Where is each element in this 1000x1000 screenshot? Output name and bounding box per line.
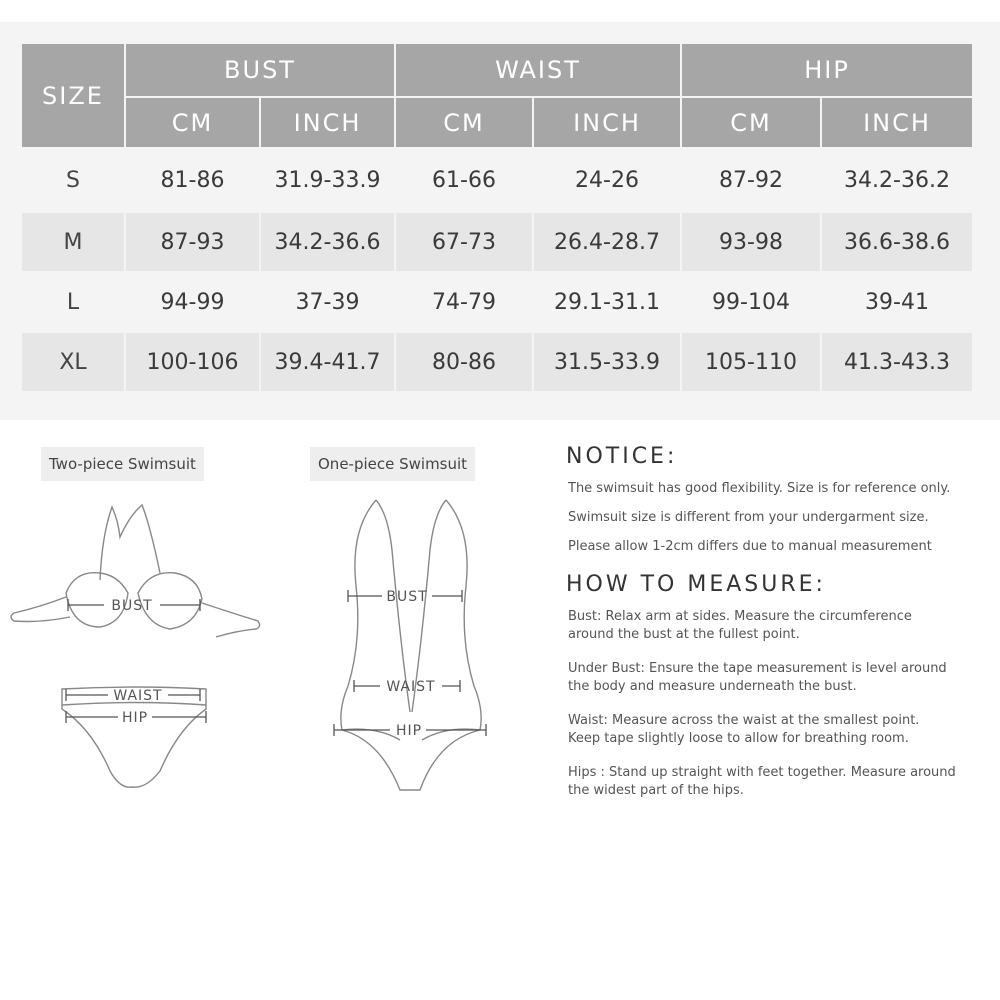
- unit-header: CM: [396, 98, 532, 147]
- table-cell: 26.4-28.7: [534, 213, 680, 271]
- table-cell: 34.2-36.6: [261, 213, 394, 271]
- table-cell: 67-73: [396, 213, 532, 271]
- size-chart-panel: [0, 22, 1000, 420]
- table-cell: 94-99: [126, 273, 259, 331]
- notice-line: The swimsuit has good flexibility. Size is for reference only.: [568, 481, 951, 496]
- table-cell: 74-79: [396, 273, 532, 331]
- table-cell: 105-110: [682, 333, 820, 391]
- table-cell: 24-26: [534, 149, 680, 211]
- table-cell: 93-98: [682, 213, 820, 271]
- table-cell: 80-86: [396, 333, 532, 391]
- size-label: S: [22, 149, 124, 211]
- table-cell: 61-66: [396, 149, 532, 211]
- one-piece-body: [341, 500, 481, 790]
- bikini-right-tie: [202, 603, 260, 637]
- bikini-left-tie: [11, 597, 70, 622]
- unit-header: INCH: [261, 98, 394, 147]
- table-cell: 31.5-33.9: [534, 333, 680, 391]
- one-piece-waist-label: WAIST: [386, 679, 436, 695]
- table-cell: 87-93: [126, 213, 259, 271]
- table-cell: 39-41: [822, 273, 972, 331]
- size-label: M: [22, 213, 124, 271]
- table-cell: 34.2-36.2: [822, 149, 972, 211]
- measure-instruction-line: Bust: Relax arm at sides. Measure the circumference: [568, 609, 912, 624]
- two-piece-hip-label: HIP: [121, 710, 149, 726]
- table-row: [22, 213, 972, 271]
- table-row: [22, 333, 972, 391]
- table-cell: 41.3-43.3: [822, 333, 972, 391]
- measure-instruction-line: Keep tape slightly loose to allow for breathing room.: [568, 731, 909, 746]
- measure-instruction-line: the widest part of the hips.: [568, 783, 744, 798]
- two-piece-waist-label: WAIST: [113, 688, 163, 704]
- one-piece-title: One-piece Swimsuit: [310, 447, 475, 481]
- unit-header: CM: [682, 98, 820, 147]
- two-piece-bust-label: BUST: [111, 598, 153, 614]
- table-row: [22, 273, 972, 331]
- measure-instruction-line: Hips : Stand up straight with feet together. Measure around: [568, 765, 956, 780]
- table-cell: 39.4-41.7: [261, 333, 394, 391]
- table-cell: 87-92: [682, 149, 820, 211]
- bikini-strap: [100, 505, 160, 580]
- table-cell: 81-86: [126, 149, 259, 211]
- one-piece-hip-label: HIP: [395, 723, 423, 739]
- waist-header: WAIST: [396, 44, 680, 96]
- notice-line: Swimsuit size is different from your undergarment size.: [568, 510, 929, 525]
- table-cell: 36.6-38.6: [822, 213, 972, 271]
- notice-line: Please allow 1-2cm differs due to manual measurement: [568, 539, 932, 554]
- hip-header: HIP: [682, 44, 972, 96]
- table-cell: 29.1-31.1: [534, 273, 680, 331]
- unit-header: INCH: [534, 98, 680, 147]
- two-piece-title: Two-piece Swimsuit: [41, 447, 204, 481]
- table-row: [22, 149, 972, 211]
- two-piece-diagram: [0, 495, 270, 795]
- size-header: SIZE: [22, 44, 124, 147]
- size-label: L: [22, 273, 124, 331]
- table-cell: 99-104: [682, 273, 820, 331]
- size-chart-table: [20, 42, 974, 393]
- size-label: XL: [22, 333, 124, 391]
- table-cell: 31.9-33.9: [261, 149, 394, 211]
- unit-header: CM: [126, 98, 259, 147]
- measure-instruction-line: around the bust at the fullest point.: [568, 627, 800, 642]
- measure-instruction-line: the body and measure underneath the bust.: [568, 679, 857, 694]
- measure-instruction-line: Waist: Measure across the waist at the smallest point.: [568, 713, 920, 728]
- one-piece-diagram: [320, 490, 510, 800]
- measure-instruction-line: Under Bust: Ensure the tape measurement is level around: [568, 661, 947, 676]
- unit-header: INCH: [822, 98, 972, 147]
- table-cell: 100-106: [126, 333, 259, 391]
- one-piece-bust-label: BUST: [386, 589, 428, 605]
- how-to-measure-heading: HOW TO MEASURE:: [566, 572, 826, 597]
- notice-heading: NOTICE:: [566, 444, 678, 469]
- bust-header: BUST: [126, 44, 394, 96]
- table-cell: 37-39: [261, 273, 394, 331]
